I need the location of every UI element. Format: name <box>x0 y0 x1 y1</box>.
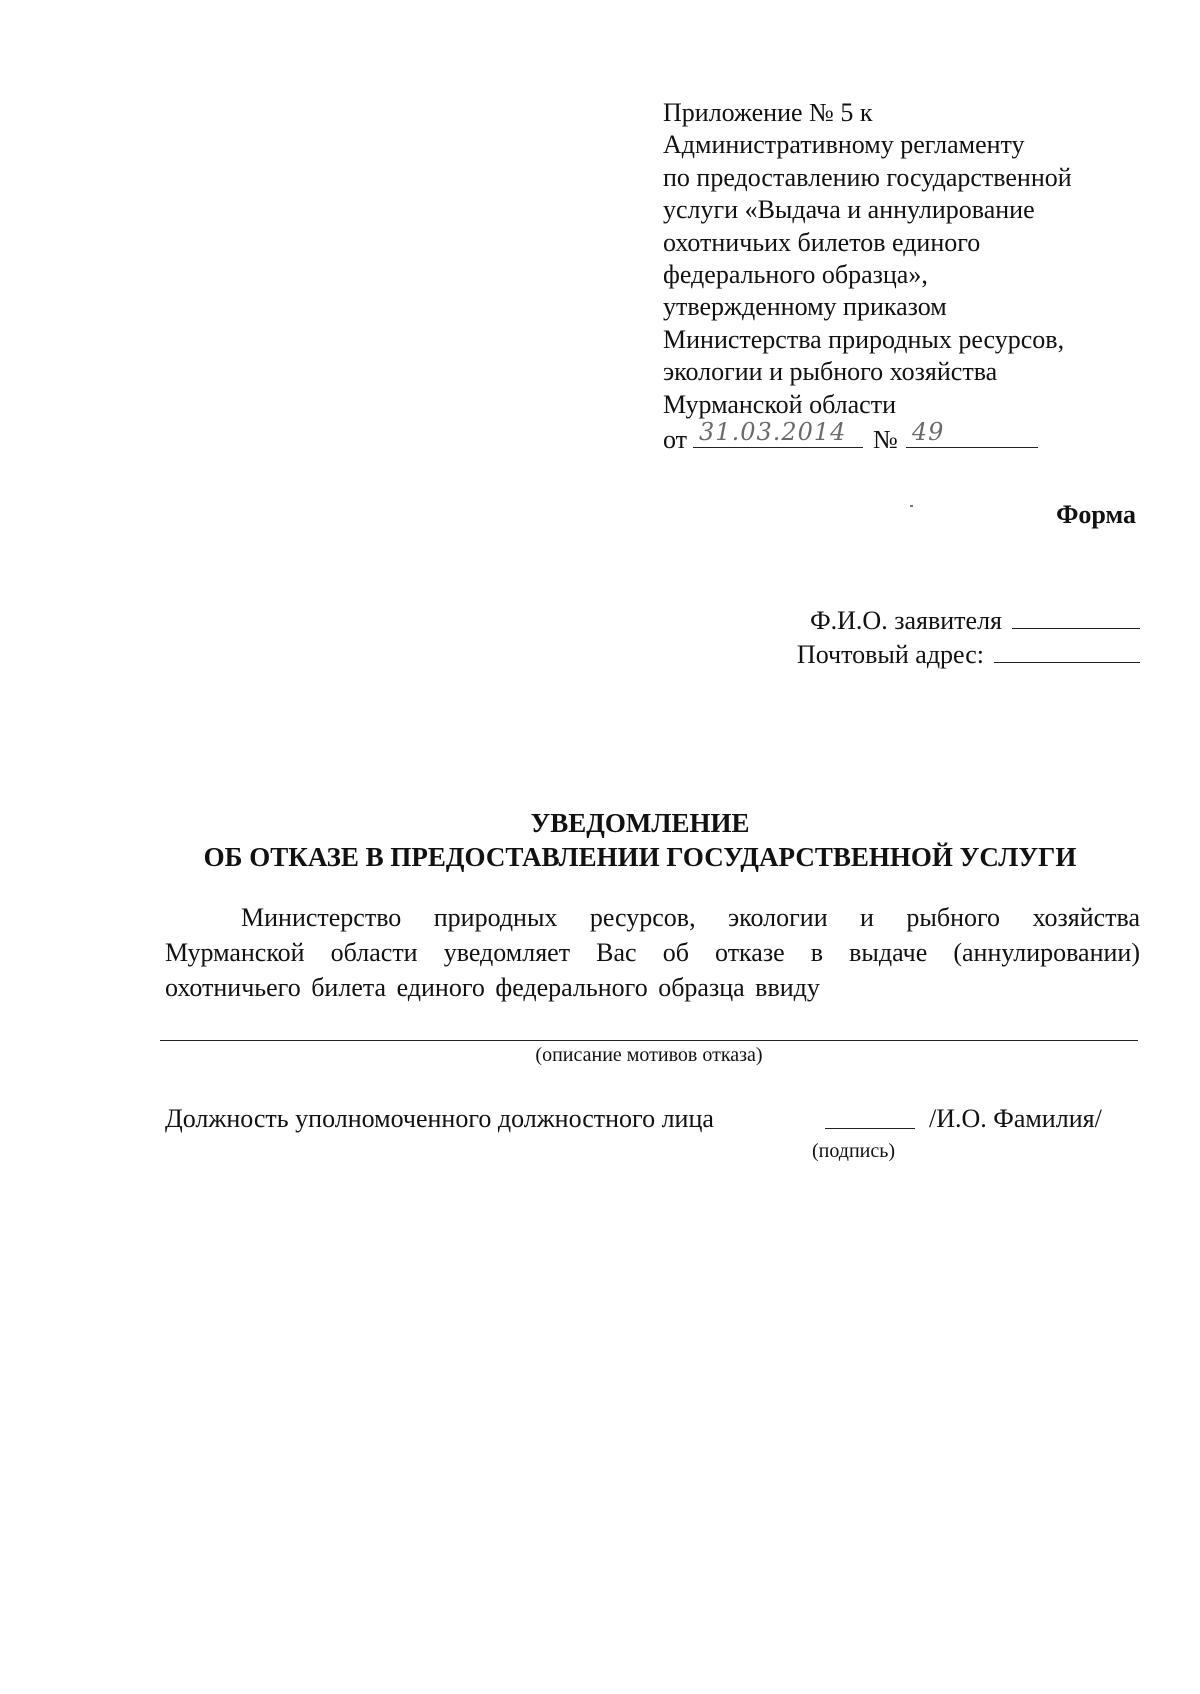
reason-caption: (описание мотивов отказа) <box>535 1044 763 1066</box>
appendix-line-1: Приложение № 5 к <box>663 98 873 127</box>
appendix-line-7: утвержденному приказом <box>663 292 947 322</box>
official-position-label: Должность уполномоченного должностного лица <box>165 1104 714 1133</box>
appendix-line-10: Мурманской области <box>663 389 896 419</box>
appendix-line-9: экологии и рыбного хозяйства <box>663 357 998 387</box>
notice-title: УВЕДОМЛЕНИЕ <box>530 808 750 838</box>
applicant-name-label: Ф.И.О. заявителя <box>810 606 1002 635</box>
applicant-address-blank <box>994 638 1140 663</box>
applicant-name-blank <box>1012 604 1140 629</box>
order-date-handwritten: 31.03.2014 <box>699 417 847 446</box>
number-label: № <box>873 425 898 455</box>
notice-subtitle: ОБ ОТКАЗЕ В ПРЕДОСТАВЛЕНИИ ГОСУДАРСТВЕННОЙ УСЛУГИ <box>203 842 1077 872</box>
order-date-field <box>693 417 863 448</box>
order-number-field <box>906 417 1038 448</box>
signature-caption: (подпись) <box>812 1140 896 1162</box>
form-label: Форма <box>1056 500 1136 529</box>
appendix-line-2: Административному регламенту <box>663 130 1025 160</box>
signature-blank <box>825 1128 915 1129</box>
ot-label: от <box>663 425 688 455</box>
appendix-line-8: Министерства природных ресурсов, <box>663 324 1065 354</box>
applicant-address-row <box>797 638 1140 672</box>
appendix-line-5: охотничьих билетов единого <box>663 227 981 257</box>
appendix-line-6: федерального образца», <box>663 260 928 290</box>
order-date-number-row <box>663 417 1143 456</box>
applicant-block <box>797 604 1140 672</box>
applicant-address-label: Почтовый адрес: <box>796 640 984 669</box>
order-number-handwritten: 49 <box>911 417 945 446</box>
appendix-block <box>663 97 1143 456</box>
appendix-line-3: по предоставлению государственной <box>663 162 1072 192</box>
reason-blank-line <box>160 1040 1138 1041</box>
appendix-line-4: услуги «Выдача и аннулирование <box>663 195 1035 225</box>
official-name-placeholder: /И.О. Фамилия/ <box>929 1104 1102 1133</box>
applicant-name-row <box>797 604 1140 638</box>
notice-body: Министерство природных ресурсов, экологии и рыбного хозяйства Мурманской области уведомляет Вас об отказе в выдаче (аннулировании) охотничьего билета единого федерального образца ввиду <box>165 903 1140 1002</box>
scan-speck <box>910 505 913 507</box>
